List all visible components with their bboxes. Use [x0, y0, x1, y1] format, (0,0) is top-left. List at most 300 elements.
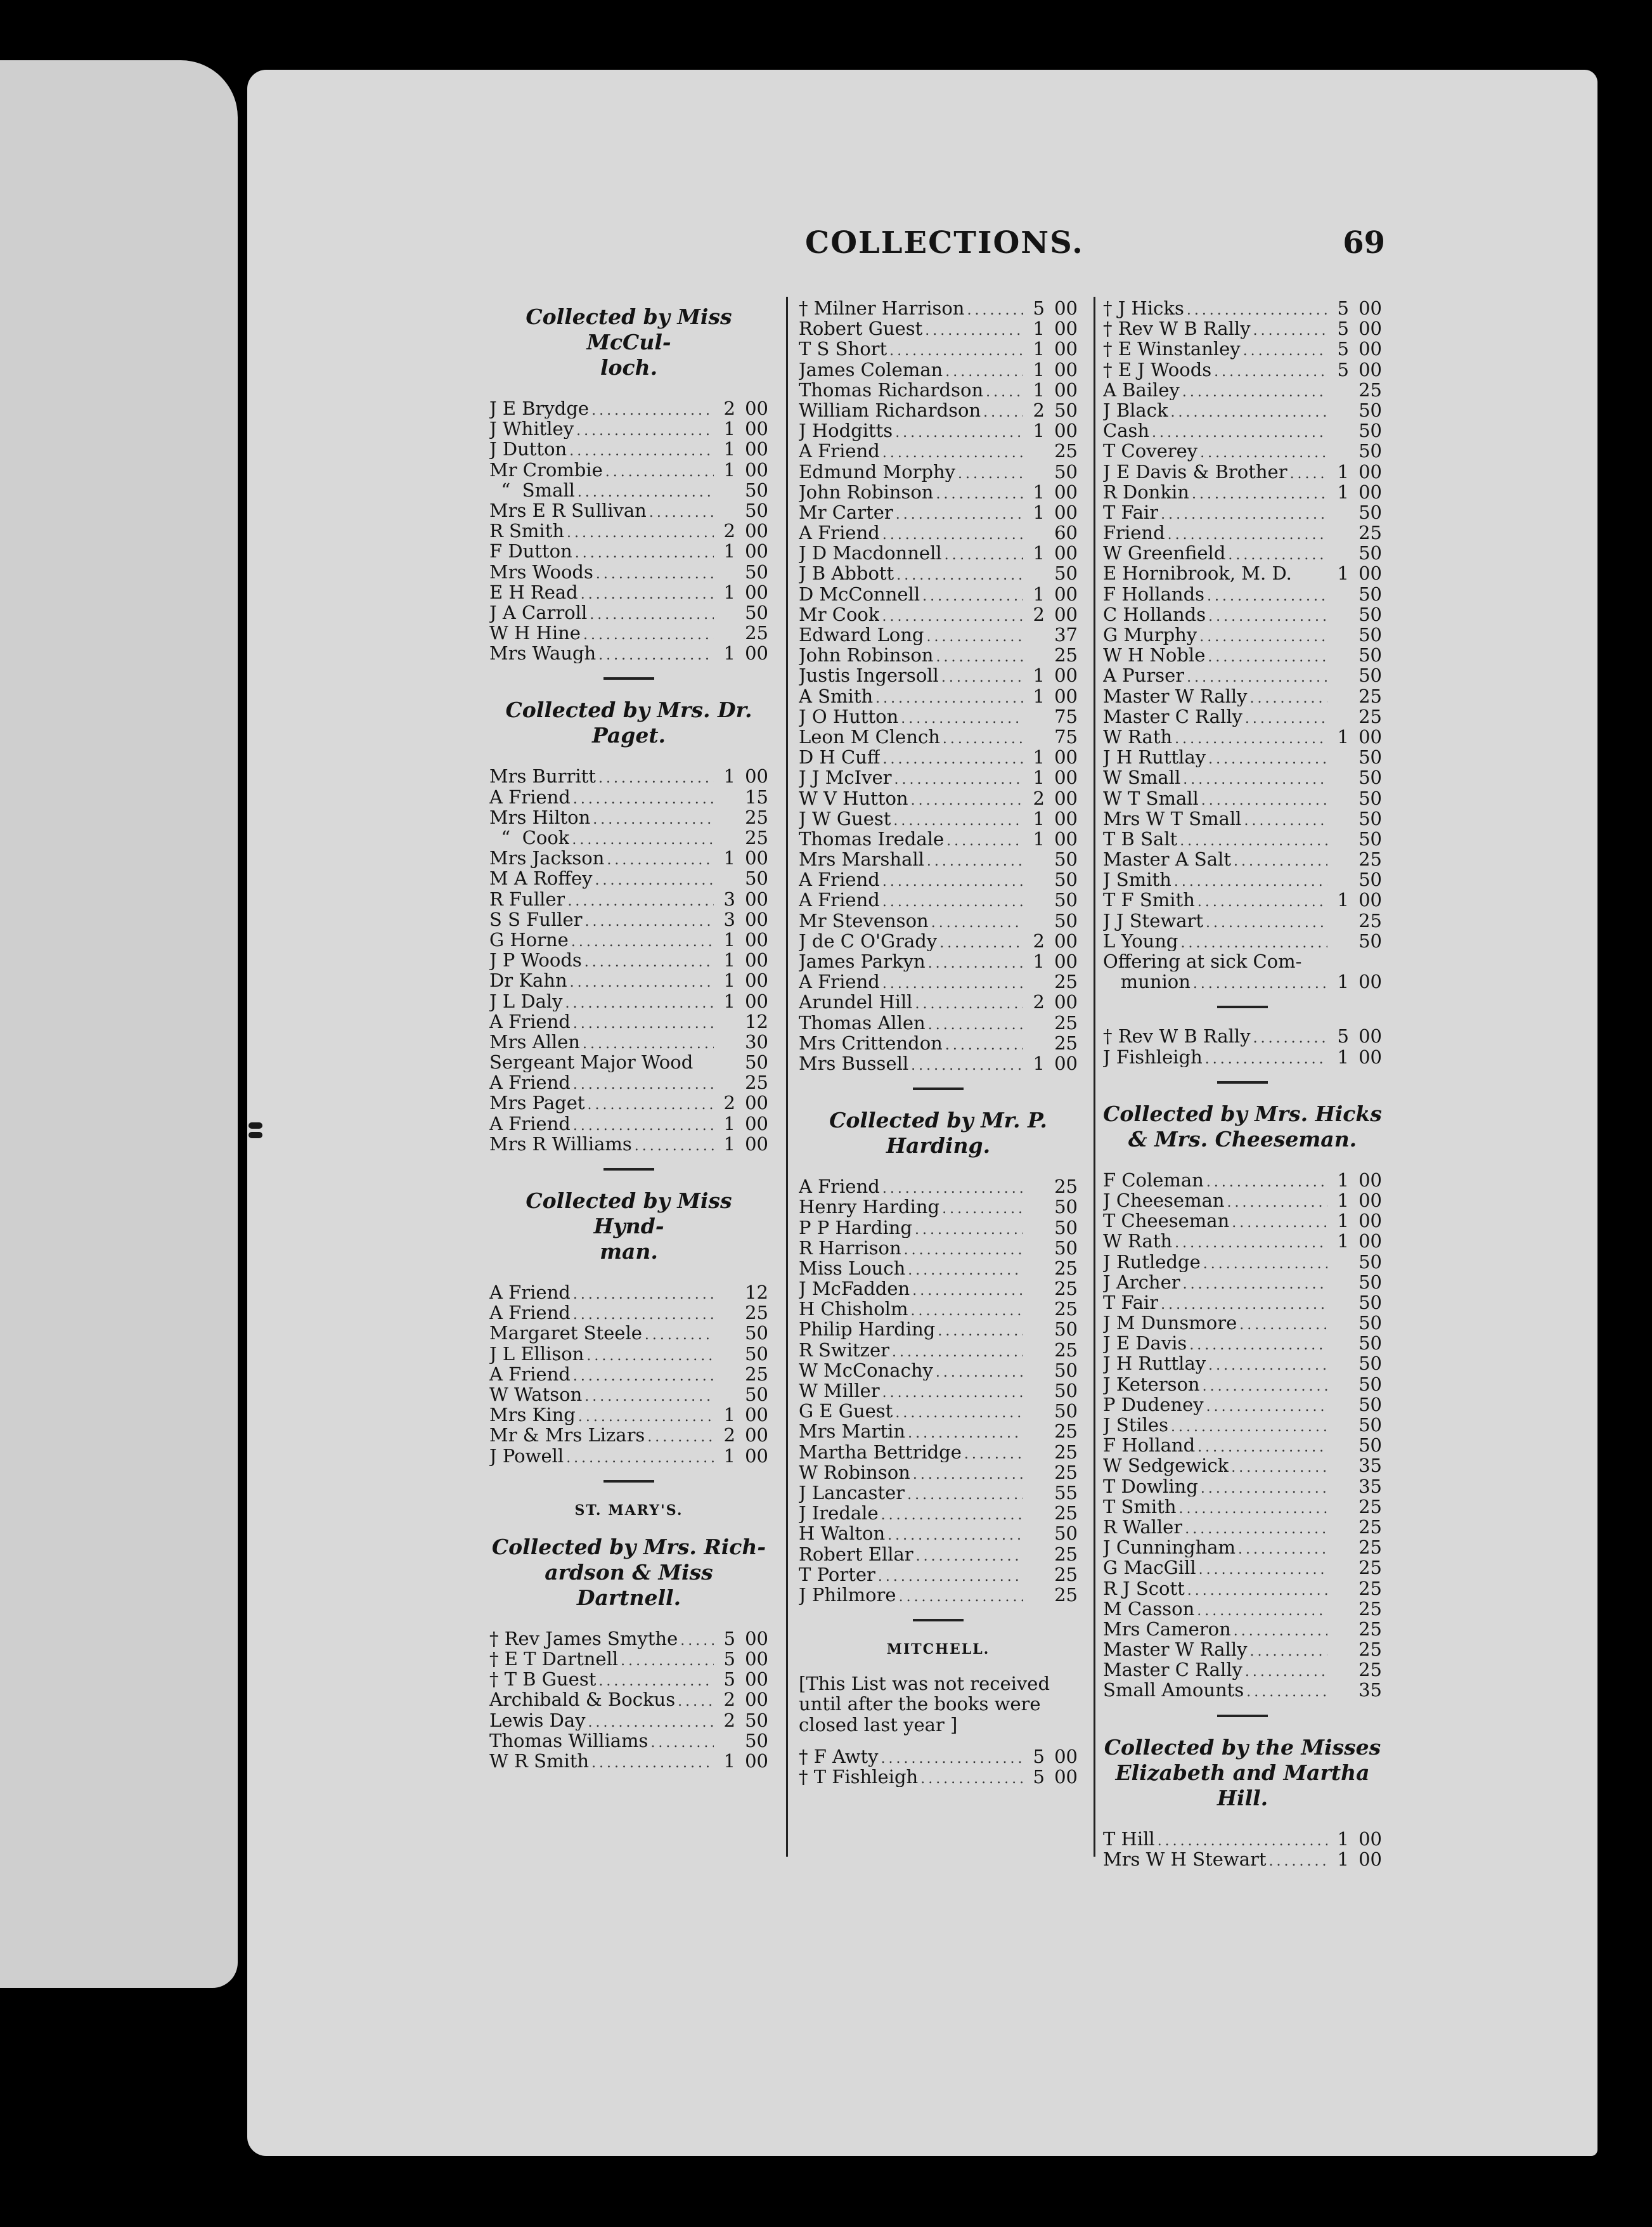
donor-name: W R Smith	[489, 1751, 590, 1772]
donor-row	[489, 1425, 768, 1445]
leader-dots	[958, 464, 1023, 484]
amount-cents: 00	[745, 1668, 768, 1691]
amount-dollars: 1	[1337, 1828, 1349, 1850]
donor-row	[799, 1380, 1078, 1401]
leader-dots	[882, 1383, 1023, 1403]
amount-cents: 00	[1358, 725, 1382, 748]
donor-name: Edmund Morphy	[799, 461, 956, 482]
section-divider	[603, 1480, 654, 1483]
leader-dots	[567, 523, 714, 543]
amount-cents: 00	[1358, 318, 1382, 340]
amount-cents: 00	[1054, 358, 1078, 380]
note-text: [This List was not received until after the books were closed last year ]	[799, 1673, 1050, 1736]
donor-row	[1103, 584, 1382, 604]
donor-row	[1103, 1476, 1382, 1497]
donor-name: W Rath	[1103, 1231, 1173, 1252]
donor-name: Master W Rally	[1103, 685, 1248, 706]
donor-name: T Cheeseman	[1103, 1211, 1230, 1231]
amount-cents: 00	[1054, 1052, 1078, 1074]
amount-dollars: 1	[1033, 318, 1045, 340]
donor-name: J Rutledge	[1103, 1251, 1201, 1272]
leader-dots	[1244, 811, 1327, 831]
donor-name: Miss Louch	[799, 1257, 906, 1279]
amount-cents: 50	[1358, 583, 1382, 605]
amount-dollars: 5	[1337, 318, 1349, 340]
leader-dots	[881, 1505, 1023, 1526]
amount-dollars: 1	[1033, 665, 1045, 687]
donor-row	[799, 1421, 1078, 1441]
donor-row	[489, 807, 768, 828]
donor-row	[1103, 318, 1382, 339]
leader-dots	[946, 831, 1023, 852]
amount-cents: 00	[745, 1445, 768, 1467]
amount-dollars: 1	[1337, 725, 1349, 748]
donor-row	[489, 889, 768, 909]
amount-cents: 50	[745, 1709, 768, 1731]
donor-name: J Powell	[489, 1445, 564, 1466]
donor-row	[489, 787, 768, 807]
leader-dots	[907, 1485, 1023, 1505]
amount-cents: 50	[1358, 501, 1382, 523]
amount-cents: 00	[1358, 460, 1382, 483]
amount-cents: 50	[745, 499, 768, 521]
amount-cents: 50	[1358, 542, 1382, 564]
amount-cents: 25	[1358, 1618, 1382, 1640]
leader-dots	[1192, 484, 1327, 505]
amount-cents: 50	[1358, 930, 1382, 952]
donor-name: J Iredale	[799, 1503, 879, 1524]
donor-row	[489, 602, 768, 623]
donor-row	[1103, 849, 1382, 869]
donor-row	[799, 1564, 1078, 1585]
amount-cents: 00	[1054, 501, 1078, 523]
donor-row	[1103, 869, 1382, 890]
donor-name: Mrs W H Stewart	[1103, 1848, 1267, 1870]
donor-row	[1103, 543, 1382, 563]
amount-cents: 00	[1358, 1046, 1382, 1068]
leader-dots	[581, 585, 714, 605]
leader-dots	[1214, 362, 1327, 382]
amount-cents: 00	[1054, 665, 1078, 687]
donor-name: J Cheeseman	[1103, 1190, 1225, 1211]
leader-dots	[896, 505, 1023, 525]
donor-name: Mrs Marshall	[799, 849, 924, 870]
donor-list	[799, 1746, 1078, 1787]
amount-dollars: 1	[1033, 951, 1045, 972]
leader-dots	[943, 729, 1023, 750]
amount-cents: 50	[1054, 909, 1078, 932]
donor-list	[489, 1628, 768, 1771]
donor-row	[799, 604, 1078, 625]
amount-dollars: 2	[723, 398, 735, 419]
donor-name: T Hill	[1103, 1828, 1155, 1849]
amount-cents: 00	[745, 908, 768, 930]
donor-row	[489, 950, 768, 970]
amount-cents: 00	[745, 520, 768, 542]
leader-dots	[1189, 1335, 1327, 1356]
amount-dollars: 1	[1337, 460, 1349, 483]
donor-name: Mrs E R Sullivan	[489, 500, 647, 521]
leader-dots	[584, 1387, 714, 1407]
donor-name: J Fishleigh	[1103, 1046, 1203, 1067]
donor-row	[489, 868, 768, 888]
amount-dollars: 1	[1033, 481, 1045, 503]
leader-dots	[913, 1465, 1023, 1485]
donor-row	[1103, 1680, 1382, 1700]
donor-row	[799, 1299, 1078, 1319]
amount-dollars: 1	[1337, 1189, 1349, 1211]
donor-list	[1103, 1026, 1382, 1067]
donor-row	[1103, 1599, 1382, 1619]
donor-name: Thomas Williams	[489, 1730, 649, 1751]
leader-dots	[1269, 1852, 1327, 1872]
donor-row	[1103, 1619, 1382, 1639]
amount-dollars: 1	[1337, 1230, 1349, 1252]
leader-dots	[1250, 689, 1327, 709]
amount-cents: 50	[745, 1729, 768, 1751]
leader-dots	[1253, 1029, 1327, 1049]
amount-cents: 00	[1358, 889, 1382, 911]
donor-name: Justis Ingersoll	[799, 665, 939, 686]
donor-name: J Hodgitts	[799, 420, 893, 441]
donor-name: J D Macdonnell	[799, 543, 942, 564]
donor-row	[799, 1483, 1078, 1503]
leader-dots	[591, 1753, 714, 1774]
donor-row	[799, 360, 1078, 380]
donor-name: Mrs Jackson	[489, 848, 605, 869]
leader-dots	[1231, 1458, 1327, 1478]
donor-name: J L Daly	[489, 990, 563, 1011]
amount-cents: 00	[745, 765, 768, 788]
donor-row	[799, 869, 1078, 890]
leader-dots	[916, 1547, 1023, 1567]
donor-name: H Walton	[799, 1523, 886, 1544]
donor-name: J E Davis & Brother	[1103, 461, 1287, 482]
amount-cents: 50	[1358, 767, 1382, 789]
donor-row	[489, 1669, 768, 1689]
amount-dollars: 1	[1337, 971, 1349, 993]
amount-cents: 00	[745, 949, 768, 971]
donor-name: Lewis Day	[489, 1710, 586, 1730]
donor-name: Mr Carter	[799, 502, 893, 523]
donor-name: R Waller	[1103, 1516, 1183, 1538]
donor-row	[489, 623, 768, 643]
donor-row	[489, 848, 768, 868]
donor-row	[799, 380, 1078, 400]
leader-dots	[1205, 1049, 1327, 1070]
donor-name: W V Hutton	[799, 788, 908, 808]
donor-name: A Bailey	[1103, 379, 1180, 400]
amount-cents: 25	[1054, 644, 1078, 666]
amount-dollars: 5	[1337, 1025, 1349, 1048]
amount-cents: 50	[1358, 746, 1382, 769]
donor-row	[799, 1767, 1078, 1787]
amount-cents: 00	[1054, 991, 1078, 1013]
donor-name: Mrs King	[489, 1405, 576, 1425]
amount-dollars: 1	[723, 438, 735, 460]
leader-dots	[1183, 1275, 1327, 1295]
donor-row	[1103, 400, 1382, 420]
donor-name: Martha Bettridge	[799, 1441, 962, 1462]
donor-row	[489, 1302, 768, 1323]
donor-list	[1103, 298, 1382, 992]
donor-name: J P Woods	[489, 950, 582, 971]
leader-dots	[573, 1285, 714, 1305]
leader-dots	[573, 1367, 714, 1387]
amount-cents: 00	[1054, 951, 1078, 972]
donor-row	[489, 1405, 768, 1425]
page-header	[786, 225, 1395, 269]
leader-dots	[591, 401, 714, 421]
donor-name: Philip Harding	[799, 1319, 936, 1340]
leader-dots	[908, 1261, 1023, 1281]
amount-cents: 50	[1358, 1271, 1382, 1293]
amount-cents: 00	[1358, 358, 1382, 380]
amount-cents: 25	[1358, 705, 1382, 727]
donor-row	[1103, 788, 1382, 808]
amount-cents: 00	[745, 418, 768, 440]
amount-dollars: 5	[1337, 297, 1349, 319]
amount-cents: 50	[1358, 1353, 1382, 1375]
donor-name: Mr Crombie	[489, 459, 603, 480]
donor-name: R Harrison	[799, 1237, 901, 1258]
leader-dots	[1201, 1479, 1327, 1499]
donor-list	[489, 1282, 768, 1466]
amount-dollars: 1	[723, 928, 735, 951]
leader-dots	[635, 1136, 714, 1157]
amount-dollars: 1	[1033, 807, 1045, 829]
donor-name: W Greenfield	[1103, 543, 1226, 564]
amount-cents: 50	[1054, 1380, 1078, 1401]
donor-row	[489, 909, 768, 930]
leader-dots	[945, 545, 1023, 566]
amount-cents: 25	[1358, 848, 1382, 871]
amount-cents: 50	[1358, 1291, 1382, 1313]
leader-dots	[647, 1427, 714, 1448]
amount-dollars: 1	[1033, 746, 1045, 769]
leader-dots	[621, 1651, 714, 1672]
donor-row	[799, 1401, 1078, 1421]
donor-row	[799, 747, 1078, 767]
leader-dots	[904, 1240, 1023, 1261]
leader-dots	[566, 1448, 714, 1469]
amount-cents: 50	[1358, 399, 1382, 421]
donor-row	[1103, 1639, 1382, 1659]
section-divider	[603, 677, 654, 680]
amount-cents: 00	[1054, 481, 1078, 503]
amount-cents: 00	[745, 1424, 768, 1446]
leader-dots	[588, 1095, 714, 1115]
amount-cents: 00	[1358, 1025, 1382, 1048]
amount-cents: 00	[1054, 297, 1078, 319]
donor-name: J Cunningham	[1103, 1537, 1236, 1558]
donor-name: J Dutton	[489, 439, 567, 460]
donor-name: J J Stewart	[1103, 910, 1203, 931]
amount-cents: 25	[1358, 1495, 1382, 1517]
donor-name: † Rev W B Rally	[1103, 1026, 1251, 1047]
amount-cents: 50	[1054, 1400, 1078, 1422]
leader-dots	[936, 484, 1024, 505]
donor-row	[489, 1032, 768, 1052]
amount-cents: 25	[1358, 1516, 1382, 1538]
amount-dollars: 2	[723, 1092, 735, 1114]
amount-cents: 25	[1358, 1597, 1382, 1620]
leader-dots	[899, 1587, 1023, 1607]
donor-name: Leon M Clench	[799, 726, 940, 748]
donor-row	[799, 1319, 1078, 1339]
donor-name: Mrs Cameron	[1103, 1618, 1231, 1640]
leader-dots	[915, 1220, 1023, 1240]
amount-cents: 00	[1054, 379, 1078, 401]
section-divider	[1217, 1715, 1268, 1717]
donor-row	[489, 1689, 768, 1710]
donor-name: Mr & Mrs Lizars	[489, 1425, 645, 1446]
donor-name: † T Fishleigh	[799, 1767, 919, 1788]
amount-cents: 30	[745, 1030, 768, 1053]
donor-name: T Fair	[1103, 502, 1159, 523]
column-rule	[1094, 297, 1095, 1857]
donor-row	[1103, 1497, 1382, 1517]
amount-cents: 50	[1358, 440, 1382, 462]
amount-cents: 50	[1358, 603, 1382, 625]
donor-name: T Fair	[1103, 1292, 1159, 1313]
donor-row	[489, 1093, 768, 1113]
donor-name: William Richardson	[799, 399, 981, 421]
leader-dots	[1232, 1213, 1327, 1233]
donor-name: James Coleman	[799, 359, 943, 380]
leader-dots	[936, 647, 1024, 668]
donor-row	[489, 991, 768, 1011]
amount-dollars: 3	[723, 888, 735, 910]
donor-row	[489, 1011, 768, 1032]
leader-dots	[1187, 1581, 1327, 1601]
donor-name: R J Scott	[1103, 1578, 1185, 1599]
amount-cents: 25	[1054, 1298, 1078, 1320]
leader-dots	[922, 587, 1023, 607]
amount-dollars: 1	[1337, 889, 1349, 911]
donor-name: J McFadden	[799, 1278, 910, 1299]
donor-name: † F Awty	[799, 1746, 879, 1767]
amount-dollars: 1	[1033, 358, 1045, 380]
leader-dots	[1227, 1193, 1327, 1213]
amount-cents: 50	[1054, 460, 1078, 483]
amount-cents: 00	[1054, 746, 1078, 769]
donor-name: J Philmore	[799, 1584, 896, 1606]
donor-row	[489, 398, 768, 419]
donor-row	[799, 1503, 1078, 1523]
donor-row	[799, 1462, 1078, 1483]
leader-dots	[1193, 974, 1327, 994]
donor-row	[1103, 1435, 1382, 1455]
amount-cents: 25	[745, 1072, 768, 1094]
amount-cents: 00	[1054, 930, 1078, 952]
donor-name: Mrs Allen	[489, 1031, 580, 1053]
donor-row	[799, 318, 1078, 339]
donor-row	[1103, 462, 1382, 482]
donor-name: Cash	[1103, 420, 1150, 441]
amount-cents: 50	[1358, 644, 1382, 666]
donor-name: Mrs Hilton	[489, 807, 591, 828]
donor-name: munion	[1103, 971, 1191, 992]
leader-dots	[598, 646, 714, 666]
donor-name: A Friend	[799, 1176, 880, 1197]
donor-row	[489, 970, 768, 990]
donor-row	[489, 930, 768, 950]
leader-dots	[1182, 382, 1327, 403]
amount-cents: 25	[745, 827, 768, 848]
leader-dots	[650, 1733, 714, 1753]
leader-dots	[986, 382, 1023, 403]
amount-dollars: 1	[1033, 379, 1045, 401]
donor-row	[489, 480, 768, 500]
donor-name: J Smith	[1103, 869, 1171, 890]
donor-name: J Archer	[1103, 1271, 1180, 1292]
donor-name: P Dudeney	[1103, 1394, 1204, 1415]
leader-dots	[585, 912, 714, 932]
donor-row	[1103, 360, 1382, 380]
donor-row	[489, 500, 768, 521]
donor-name: T S Short	[799, 339, 887, 360]
donor-row	[1103, 1272, 1382, 1292]
leader-dots	[678, 1692, 714, 1712]
amount-cents: 12	[745, 1282, 768, 1303]
donor-name: W T Small	[1103, 788, 1199, 808]
donor-name: T Dowling	[1103, 1476, 1198, 1497]
leader-dots	[570, 973, 714, 993]
amount-cents: 25	[745, 1363, 768, 1385]
amount-dollars: 1	[723, 949, 735, 971]
donor-name: J Whitley	[489, 419, 574, 439]
amount-cents: 25	[1358, 909, 1382, 932]
donor-name: T Porter	[799, 1564, 875, 1585]
donor-name: W Rath	[1103, 726, 1173, 748]
donor-row	[799, 1278, 1078, 1299]
section-divider	[1217, 1081, 1268, 1084]
leader-dots	[1171, 403, 1327, 423]
donor-name: Mrs Martin	[799, 1421, 906, 1442]
amount-cents: 00	[1358, 562, 1382, 585]
amount-cents: 00	[745, 581, 768, 603]
amount-dollars: 1	[723, 970, 735, 992]
donor-name: Friend	[1103, 523, 1165, 543]
amount-dollars: 1	[723, 1445, 735, 1467]
donor-name: J Stiles	[1103, 1415, 1168, 1436]
donor-name: J Lancaster	[799, 1482, 905, 1503]
donor-row	[489, 1072, 768, 1093]
amount-cents: 25	[1054, 1339, 1078, 1361]
leader-dots	[912, 1281, 1023, 1301]
donor-row	[1103, 1170, 1382, 1190]
donor-row	[489, 419, 768, 439]
donor-list	[1103, 1829, 1382, 1869]
column-rule	[786, 297, 788, 1857]
donor-name: A Friend	[489, 786, 571, 807]
amount-cents: 50	[1358, 787, 1382, 809]
leader-dots	[1253, 321, 1327, 341]
amount-cents: 60	[1054, 522, 1078, 544]
donor-name: A Friend	[489, 1302, 571, 1323]
amount-cents: 50	[1054, 562, 1078, 585]
amount-cents: 75	[1054, 725, 1078, 748]
donor-row	[489, 460, 768, 480]
donor-row	[1103, 1374, 1382, 1394]
donor-name: G E Guest	[799, 1401, 893, 1422]
leader-dots	[649, 503, 714, 523]
amount-cents: 50	[1358, 869, 1382, 891]
donor-name: W Watson	[489, 1384, 583, 1405]
amount-dollars: 2	[723, 1709, 735, 1731]
amount-cents: 50	[1054, 869, 1078, 891]
